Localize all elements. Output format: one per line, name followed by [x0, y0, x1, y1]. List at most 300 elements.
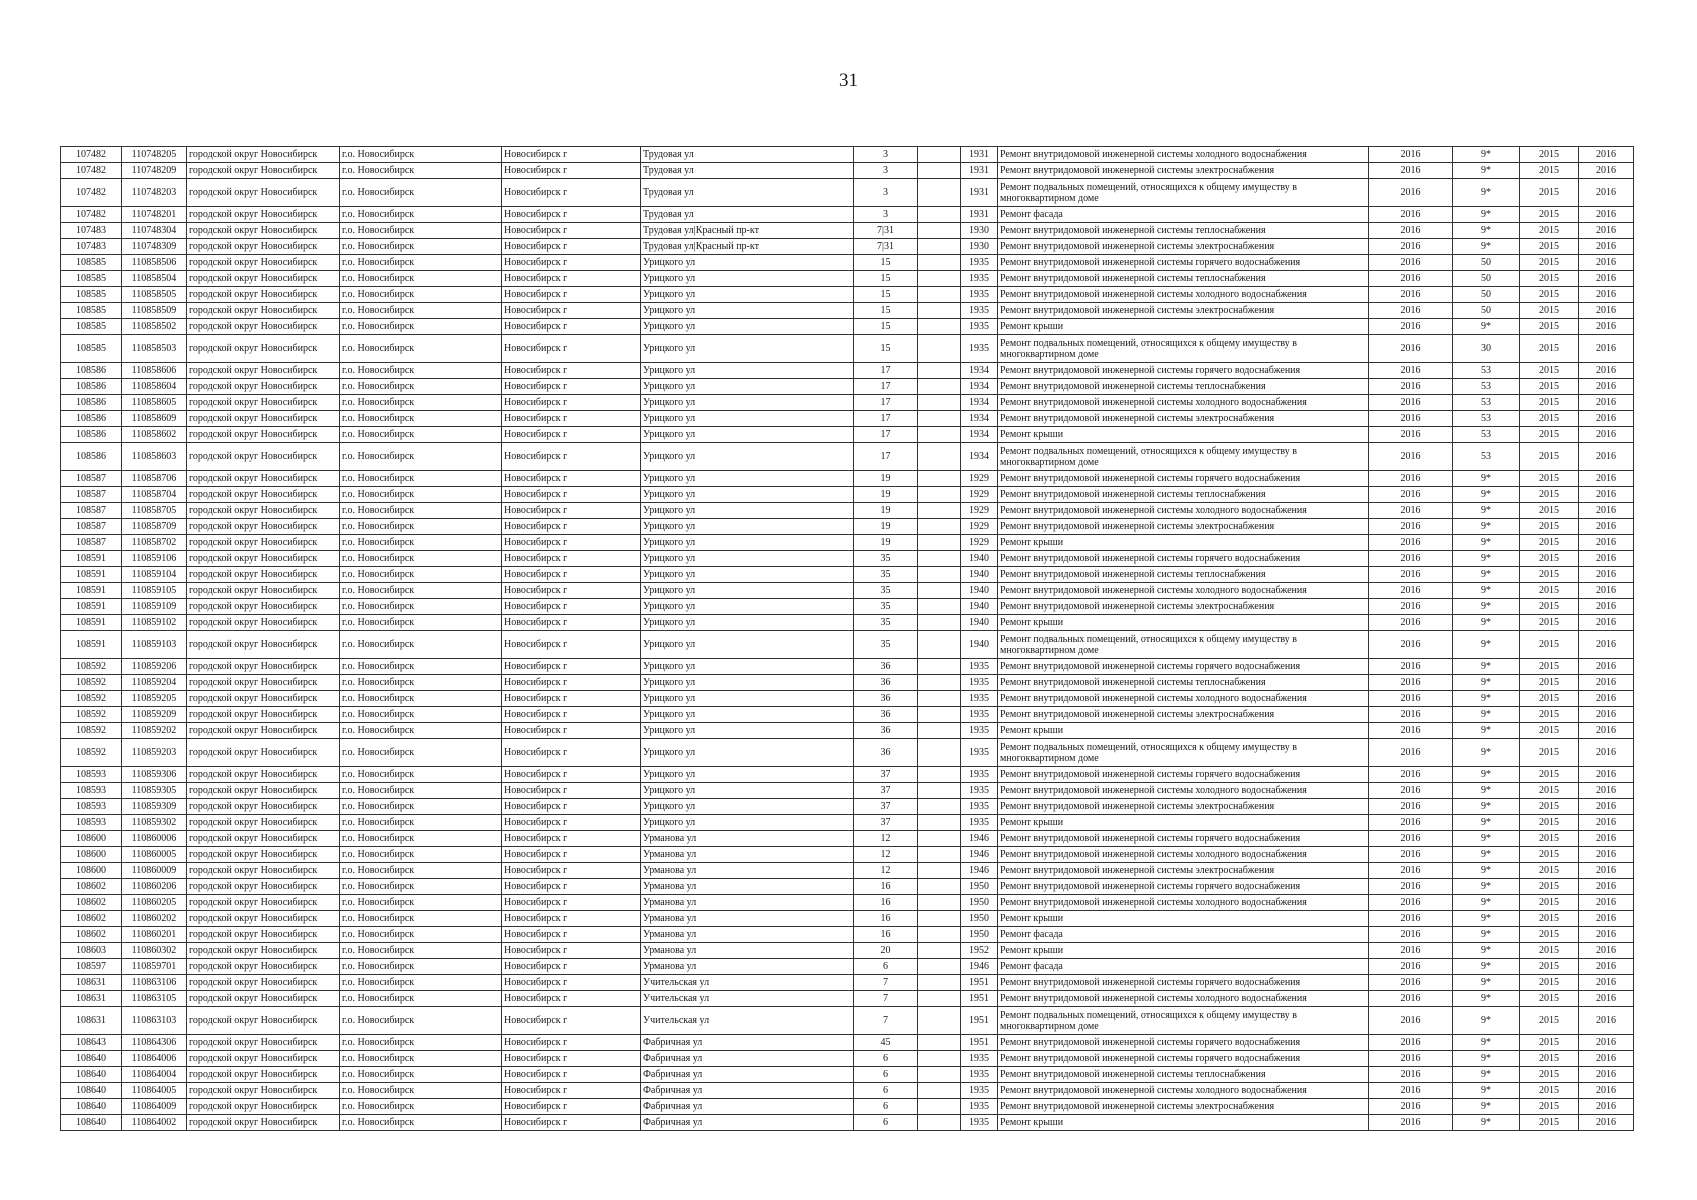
municipality-cell: г.о. Новосибирск [340, 239, 502, 255]
municipality-cell: г.о. Новосибирск [340, 1099, 502, 1115]
blank-cell [918, 707, 961, 723]
house-number-cell: 3 [854, 207, 918, 223]
period-end-cell: 2016 [1579, 1083, 1634, 1099]
value-cell: 9* [1453, 783, 1520, 799]
house-number-cell: 3 [854, 163, 918, 179]
plan-year-cell: 2016 [1369, 911, 1453, 927]
year-built-cell: 1935 [961, 1099, 998, 1115]
city-cell: Новосибирск г [502, 443, 641, 471]
year-built-cell: 1946 [961, 959, 998, 975]
year-built-cell: 1935 [961, 1067, 998, 1083]
table-row [61, 911, 1634, 927]
value-cell: 9* [1453, 163, 1520, 179]
value-cell: 9* [1453, 675, 1520, 691]
period-end-cell: 2016 [1579, 615, 1634, 631]
house-number-cell: 6 [854, 959, 918, 975]
period-end-cell: 2016 [1579, 767, 1634, 783]
plan-year-cell: 2016 [1369, 147, 1453, 163]
period-start-cell: 2015 [1520, 1007, 1579, 1035]
municipality-cell: г.о. Новосибирск [340, 319, 502, 335]
house-number-cell: 35 [854, 615, 918, 631]
period-start-cell: 2015 [1520, 847, 1579, 863]
work-type-cell: Ремонт внутридомовой инженерной системы электроснабжения [998, 863, 1369, 879]
period-start-cell: 2015 [1520, 179, 1579, 207]
work-type-cell: Ремонт внутридомовой инженерной системы холодного водоснабжения [998, 991, 1369, 1007]
year-built-cell: 1931 [961, 179, 998, 207]
municipality-cell: г.о. Новосибирск [340, 815, 502, 831]
municipality-cell: г.о. Новосибирск [340, 1007, 502, 1035]
work-id-cell: 110864006 [122, 1051, 187, 1067]
year-built-cell: 1935 [961, 1051, 998, 1067]
work-id-cell: 110859305 [122, 783, 187, 799]
value-cell: 9* [1453, 223, 1520, 239]
plan-year-cell: 2016 [1369, 471, 1453, 487]
municipality-cell: г.о. Новосибирск [340, 255, 502, 271]
period-end-cell: 2016 [1579, 443, 1634, 471]
year-built-cell: 1934 [961, 363, 998, 379]
repair-table [60, 146, 1634, 1131]
period-start-cell: 2015 [1520, 959, 1579, 975]
district-cell: городской округ Новосибирск [187, 1115, 340, 1131]
work-type-cell: Ремонт внутридомовой инженерной системы горячего водоснабжения [998, 363, 1369, 379]
table-row [61, 1115, 1634, 1131]
city-cell: Новосибирск г [502, 363, 641, 379]
city-cell: Новосибирск г [502, 659, 641, 675]
building-id-cell: 108631 [61, 991, 122, 1007]
period-start-cell: 2015 [1520, 1051, 1579, 1067]
period-start-cell: 2015 [1520, 1115, 1579, 1131]
street-cell: Урицкого ул [641, 567, 854, 583]
street-cell: Фабричная ул [641, 1051, 854, 1067]
building-id-cell: 108591 [61, 583, 122, 599]
work-id-cell: 110858503 [122, 335, 187, 363]
work-id-cell: 110864004 [122, 1067, 187, 1083]
city-cell: Новосибирск г [502, 767, 641, 783]
street-cell: Урманова ул [641, 879, 854, 895]
table-row [61, 255, 1634, 271]
plan-year-cell: 2016 [1369, 1115, 1453, 1131]
city-cell: Новосибирск г [502, 847, 641, 863]
municipality-cell: г.о. Новосибирск [340, 847, 502, 863]
blank-cell [918, 255, 961, 271]
building-id-cell: 108592 [61, 659, 122, 675]
house-number-cell: 17 [854, 395, 918, 411]
period-start-cell: 2015 [1520, 799, 1579, 815]
period-start-cell: 2015 [1520, 487, 1579, 503]
house-number-cell: 12 [854, 847, 918, 863]
district-cell: городской округ Новосибирск [187, 691, 340, 707]
street-cell: Урицкого ул [641, 631, 854, 659]
blank-cell [918, 739, 961, 767]
table-row [61, 411, 1634, 427]
district-cell: городской округ Новосибирск [187, 1007, 340, 1035]
city-cell: Новосибирск г [502, 471, 641, 487]
work-id-cell: 110859206 [122, 659, 187, 675]
table-row [61, 783, 1634, 799]
house-number-cell: 19 [854, 519, 918, 535]
period-end-cell: 2016 [1579, 959, 1634, 975]
value-cell: 9* [1453, 1051, 1520, 1067]
street-cell: Урманова ул [641, 911, 854, 927]
municipality-cell: г.о. Новосибирск [340, 535, 502, 551]
house-number-cell: 20 [854, 943, 918, 959]
street-cell: Урицкого ул [641, 379, 854, 395]
table-row [61, 1067, 1634, 1083]
table-row [61, 147, 1634, 163]
blank-cell [918, 691, 961, 707]
period-start-cell: 2015 [1520, 223, 1579, 239]
house-number-cell: 19 [854, 487, 918, 503]
value-cell: 9* [1453, 519, 1520, 535]
city-cell: Новосибирск г [502, 1007, 641, 1035]
building-id-cell: 107482 [61, 179, 122, 207]
house-number-cell: 17 [854, 363, 918, 379]
blank-cell [918, 675, 961, 691]
municipality-cell: г.о. Новосибирск [340, 723, 502, 739]
period-end-cell: 2016 [1579, 675, 1634, 691]
district-cell: городской округ Новосибирск [187, 551, 340, 567]
house-number-cell: 17 [854, 411, 918, 427]
period-start-cell: 2015 [1520, 863, 1579, 879]
period-end-cell: 2016 [1579, 363, 1634, 379]
house-number-cell: 35 [854, 599, 918, 615]
year-built-cell: 1946 [961, 847, 998, 863]
city-cell: Новосибирск г [502, 707, 641, 723]
period-start-cell: 2015 [1520, 255, 1579, 271]
year-built-cell: 1940 [961, 615, 998, 631]
blank-cell [918, 487, 961, 503]
table-row [61, 379, 1634, 395]
work-type-cell: Ремонт крыши [998, 943, 1369, 959]
street-cell: Трудовая ул|Красный пр-кт [641, 239, 854, 255]
plan-year-cell: 2016 [1369, 223, 1453, 239]
house-number-cell: 7|31 [854, 223, 918, 239]
blank-cell [918, 831, 961, 847]
work-type-cell: Ремонт внутридомовой инженерной системы горячего водоснабжения [998, 255, 1369, 271]
building-id-cell: 108592 [61, 707, 122, 723]
year-built-cell: 1935 [961, 723, 998, 739]
plan-year-cell: 2016 [1369, 675, 1453, 691]
value-cell: 9* [1453, 1115, 1520, 1131]
street-cell: Урицкого ул [641, 535, 854, 551]
municipality-cell: г.о. Новосибирск [340, 179, 502, 207]
street-cell: Урицкого ул [641, 471, 854, 487]
work-type-cell: Ремонт внутридомовой инженерной системы горячего водоснабжения [998, 831, 1369, 847]
year-built-cell: 1935 [961, 739, 998, 767]
building-id-cell: 108631 [61, 1007, 122, 1035]
period-start-cell: 2015 [1520, 271, 1579, 287]
work-id-cell: 110748309 [122, 239, 187, 255]
street-cell: Урманова ул [641, 831, 854, 847]
blank-cell [918, 287, 961, 303]
city-cell: Новосибирск г [502, 319, 641, 335]
blank-cell [918, 535, 961, 551]
municipality-cell: г.о. Новосибирск [340, 411, 502, 427]
work-id-cell: 110859209 [122, 707, 187, 723]
city-cell: Новосибирск г [502, 287, 641, 303]
work-id-cell: 110858509 [122, 303, 187, 319]
year-built-cell: 1934 [961, 443, 998, 471]
year-built-cell: 1935 [961, 1083, 998, 1099]
house-number-cell: 6 [854, 1099, 918, 1115]
work-type-cell: Ремонт фасада [998, 207, 1369, 223]
work-type-cell: Ремонт подвальных помещений, относящихся к общему имуществу в многоквартирном доме [998, 179, 1369, 207]
period-end-cell: 2016 [1579, 239, 1634, 255]
plan-year-cell: 2016 [1369, 599, 1453, 615]
work-type-cell: Ремонт внутридомовой инженерной системы электроснабжения [998, 707, 1369, 723]
street-cell: Урицкого ул [641, 815, 854, 831]
district-cell: городской округ Новосибирск [187, 767, 340, 783]
year-built-cell: 1935 [961, 675, 998, 691]
work-type-cell: Ремонт подвальных помещений, относящихся к общему имуществу в многоквартирном доме [998, 631, 1369, 659]
work-type-cell: Ремонт внутридомовой инженерной системы холодного водоснабжения [998, 1083, 1369, 1099]
municipality-cell: г.о. Новосибирск [340, 739, 502, 767]
period-start-cell: 2015 [1520, 991, 1579, 1007]
year-built-cell: 1951 [961, 1007, 998, 1035]
period-end-cell: 2016 [1579, 739, 1634, 767]
plan-year-cell: 2016 [1369, 551, 1453, 567]
value-cell: 9* [1453, 847, 1520, 863]
district-cell: городской округ Новосибирск [187, 975, 340, 991]
value-cell: 9* [1453, 471, 1520, 487]
period-start-cell: 2015 [1520, 879, 1579, 895]
value-cell: 50 [1453, 303, 1520, 319]
municipality-cell: г.о. Новосибирск [340, 519, 502, 535]
period-start-cell: 2015 [1520, 927, 1579, 943]
house-number-cell: 19 [854, 503, 918, 519]
work-id-cell: 110748203 [122, 179, 187, 207]
city-cell: Новосибирск г [502, 395, 641, 411]
municipality-cell: г.о. Новосибирск [340, 927, 502, 943]
building-id-cell: 108602 [61, 895, 122, 911]
municipality-cell: г.о. Новосибирск [340, 487, 502, 503]
building-id-cell: 107482 [61, 163, 122, 179]
city-cell: Новосибирск г [502, 959, 641, 975]
work-type-cell: Ремонт крыши [998, 911, 1369, 927]
table-row [61, 799, 1634, 815]
district-cell: городской округ Новосибирск [187, 239, 340, 255]
building-id-cell: 108587 [61, 503, 122, 519]
value-cell: 50 [1453, 255, 1520, 271]
city-cell: Новосибирск г [502, 271, 641, 287]
blank-cell [918, 239, 961, 255]
work-type-cell: Ремонт внутридомовой инженерной системы горячего водоснабжения [998, 975, 1369, 991]
table-row [61, 567, 1634, 583]
period-end-cell: 2016 [1579, 163, 1634, 179]
district-cell: городской округ Новосибирск [187, 927, 340, 943]
house-number-cell: 16 [854, 879, 918, 895]
city-cell: Новосибирск г [502, 1035, 641, 1051]
period-end-cell: 2016 [1579, 599, 1634, 615]
work-type-cell: Ремонт подвальных помещений, относящихся к общему имуществу в многоквартирном доме [998, 335, 1369, 363]
plan-year-cell: 2016 [1369, 487, 1453, 503]
house-number-cell: 15 [854, 303, 918, 319]
city-cell: Новосибирск г [502, 911, 641, 927]
value-cell: 9* [1453, 1083, 1520, 1099]
house-number-cell: 16 [854, 911, 918, 927]
year-built-cell: 1935 [961, 1115, 998, 1131]
period-start-cell: 2015 [1520, 443, 1579, 471]
period-start-cell: 2015 [1520, 1035, 1579, 1051]
plan-year-cell: 2016 [1369, 535, 1453, 551]
street-cell: Фабричная ул [641, 1067, 854, 1083]
district-cell: городской округ Новосибирск [187, 991, 340, 1007]
street-cell: Урманова ул [641, 943, 854, 959]
house-number-cell: 35 [854, 551, 918, 567]
plan-year-cell: 2016 [1369, 271, 1453, 287]
table-row [61, 395, 1634, 411]
work-type-cell: Ремонт крыши [998, 723, 1369, 739]
period-end-cell: 2016 [1579, 207, 1634, 223]
value-cell: 9* [1453, 631, 1520, 659]
district-cell: городской округ Новосибирск [187, 847, 340, 863]
district-cell: городской округ Новосибирск [187, 319, 340, 335]
blank-cell [918, 567, 961, 583]
table-row [61, 335, 1634, 363]
building-id-cell: 108592 [61, 675, 122, 691]
district-cell: городской округ Новосибирск [187, 1083, 340, 1099]
work-id-cell: 110859102 [122, 615, 187, 631]
work-id-cell: 110859701 [122, 959, 187, 975]
district-cell: городской округ Новосибирск [187, 395, 340, 411]
period-end-cell: 2016 [1579, 631, 1634, 659]
value-cell: 9* [1453, 551, 1520, 567]
table-row [61, 1007, 1634, 1035]
district-cell: городской округ Новосибирск [187, 255, 340, 271]
work-type-cell: Ремонт подвальных помещений, относящихся к общему имуществу в многоквартирном доме [998, 739, 1369, 767]
district-cell: городской округ Новосибирск [187, 271, 340, 287]
value-cell: 9* [1453, 863, 1520, 879]
work-type-cell: Ремонт внутридомовой инженерной системы электроснабжения [998, 163, 1369, 179]
municipality-cell: г.о. Новосибирск [340, 675, 502, 691]
plan-year-cell: 2016 [1369, 443, 1453, 471]
municipality-cell: г.о. Новосибирск [340, 335, 502, 363]
district-cell: городской округ Новосибирск [187, 287, 340, 303]
street-cell: Урицкого ул [641, 395, 854, 411]
blank-cell [918, 163, 961, 179]
district-cell: городской округ Новосибирск [187, 707, 340, 723]
table-row [61, 1099, 1634, 1115]
street-cell: Урицкого ул [641, 691, 854, 707]
building-id-cell: 108591 [61, 631, 122, 659]
work-type-cell: Ремонт крыши [998, 319, 1369, 335]
plan-year-cell: 2016 [1369, 739, 1453, 767]
value-cell: 53 [1453, 411, 1520, 427]
city-cell: Новосибирск г [502, 691, 641, 707]
plan-year-cell: 2016 [1369, 179, 1453, 207]
value-cell: 9* [1453, 991, 1520, 1007]
blank-cell [918, 443, 961, 471]
work-type-cell: Ремонт внутридомовой инженерной системы теплоснабжения [998, 487, 1369, 503]
district-cell: городской округ Новосибирск [187, 631, 340, 659]
blank-cell [918, 1099, 961, 1115]
work-id-cell: 110858502 [122, 319, 187, 335]
table-row [61, 815, 1634, 831]
city-cell: Новосибирск г [502, 783, 641, 799]
period-end-cell: 2016 [1579, 335, 1634, 363]
building-id-cell: 108602 [61, 927, 122, 943]
table-row [61, 519, 1634, 535]
work-type-cell: Ремонт внутридомовой инженерной системы горячего водоснабжения [998, 879, 1369, 895]
blank-cell [918, 1007, 961, 1035]
table-row [61, 659, 1634, 675]
year-built-cell: 1935 [961, 799, 998, 815]
year-built-cell: 1951 [961, 1035, 998, 1051]
work-id-cell: 110858504 [122, 271, 187, 287]
period-start-cell: 2015 [1520, 239, 1579, 255]
municipality-cell: г.о. Новосибирск [340, 659, 502, 675]
period-end-cell: 2016 [1579, 927, 1634, 943]
period-end-cell: 2016 [1579, 707, 1634, 723]
building-id-cell: 108640 [61, 1051, 122, 1067]
district-cell: городской округ Новосибирск [187, 879, 340, 895]
building-id-cell: 108585 [61, 287, 122, 303]
municipality-cell: г.о. Новосибирск [340, 471, 502, 487]
city-cell: Новосибирск г [502, 615, 641, 631]
municipality-cell: г.о. Новосибирск [340, 1067, 502, 1083]
street-cell: Фабричная ул [641, 1083, 854, 1099]
municipality-cell: г.о. Новосибирск [340, 959, 502, 975]
building-id-cell: 108586 [61, 443, 122, 471]
plan-year-cell: 2016 [1369, 1035, 1453, 1051]
year-built-cell: 1935 [961, 659, 998, 675]
blank-cell [918, 863, 961, 879]
building-id-cell: 108643 [61, 1035, 122, 1051]
work-type-cell: Ремонт внутридомовой инженерной системы теплоснабжения [998, 223, 1369, 239]
period-end-cell: 2016 [1579, 255, 1634, 271]
house-number-cell: 17 [854, 427, 918, 443]
value-cell: 53 [1453, 379, 1520, 395]
period-start-cell: 2015 [1520, 767, 1579, 783]
district-cell: городской округ Новосибирск [187, 535, 340, 551]
period-start-cell: 2015 [1520, 1083, 1579, 1099]
house-number-cell: 36 [854, 691, 918, 707]
city-cell: Новосибирск г [502, 303, 641, 319]
city-cell: Новосибирск г [502, 991, 641, 1007]
plan-year-cell: 2016 [1369, 503, 1453, 519]
city-cell: Новосибирск г [502, 239, 641, 255]
work-id-cell: 110860205 [122, 895, 187, 911]
plan-year-cell: 2016 [1369, 207, 1453, 223]
city-cell: Новосибирск г [502, 427, 641, 443]
house-number-cell: 15 [854, 271, 918, 287]
period-start-cell: 2015 [1520, 207, 1579, 223]
work-id-cell: 110858605 [122, 395, 187, 411]
year-built-cell: 1931 [961, 163, 998, 179]
period-start-cell: 2015 [1520, 631, 1579, 659]
value-cell: 50 [1453, 287, 1520, 303]
district-cell: городской округ Новосибирск [187, 179, 340, 207]
value-cell: 9* [1453, 799, 1520, 815]
period-start-cell: 2015 [1520, 163, 1579, 179]
house-number-cell: 15 [854, 255, 918, 271]
district-cell: городской округ Новосибирск [187, 659, 340, 675]
blank-cell [918, 379, 961, 395]
value-cell: 9* [1453, 1007, 1520, 1035]
blank-cell [918, 1051, 961, 1067]
work-type-cell: Ремонт внутридомовой инженерной системы электроснабжения [998, 799, 1369, 815]
table-row [61, 631, 1634, 659]
building-id-cell: 108600 [61, 863, 122, 879]
city-cell: Новосибирск г [502, 831, 641, 847]
city-cell: Новосибирск г [502, 975, 641, 991]
city-cell: Новосибирск г [502, 1083, 641, 1099]
house-number-cell: 35 [854, 583, 918, 599]
building-id-cell: 108586 [61, 395, 122, 411]
table-row [61, 599, 1634, 615]
plan-year-cell: 2016 [1369, 1083, 1453, 1099]
table-row [61, 471, 1634, 487]
